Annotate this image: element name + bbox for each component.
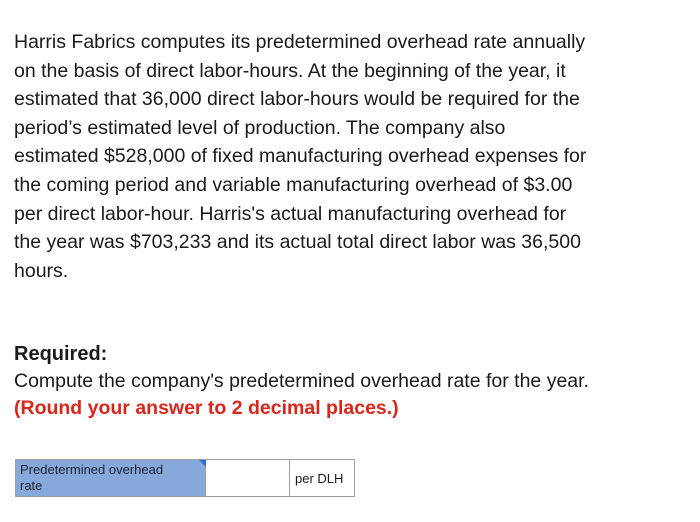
- problem-line: the year was $703,233 and its actual total direct labor was 36,500: [14, 231, 581, 254]
- required-heading: Required:: [14, 343, 108, 365]
- problem-statement: [14, 28, 694, 285]
- overhead-rate-input[interactable]: [206, 460, 290, 496]
- problem-line: hours.: [14, 259, 69, 282]
- unit-label: per DLH: [295, 470, 344, 486]
- problem-line: estimated that 36,000 direct labor-hours would be required for the: [14, 88, 580, 111]
- answer-label: [16, 460, 206, 496]
- problem-line: estimated $528,000 of fixed manufacturing overhead expenses for: [14, 145, 587, 168]
- problem-line: per direct labor-hour. Harris's actual manufacturing overhead for: [14, 202, 567, 225]
- required-section: [14, 341, 694, 422]
- problem-line: on the basis of direct labor-hours. At the beginning of the year, it: [14, 59, 566, 82]
- required-instruction: Compute the company's predetermined overhead rate for the year.: [14, 370, 589, 392]
- rounding-hint: (Round your answer to 2 decimal places.): [14, 397, 399, 419]
- problem-line: the coming period and variable manufacturing overhead of $3.00: [14, 173, 573, 196]
- problem-line: period’s estimated level of production. The company also: [14, 116, 506, 139]
- answer-label-line1: Predetermined overhead: [20, 462, 164, 477]
- problem-line: Harris Fabrics computes its predetermined overhead rate annually: [14, 31, 586, 53]
- answer-label-line2: rate: [20, 478, 43, 493]
- corner-marker-icon: [199, 460, 206, 467]
- answer-row: [15, 459, 355, 497]
